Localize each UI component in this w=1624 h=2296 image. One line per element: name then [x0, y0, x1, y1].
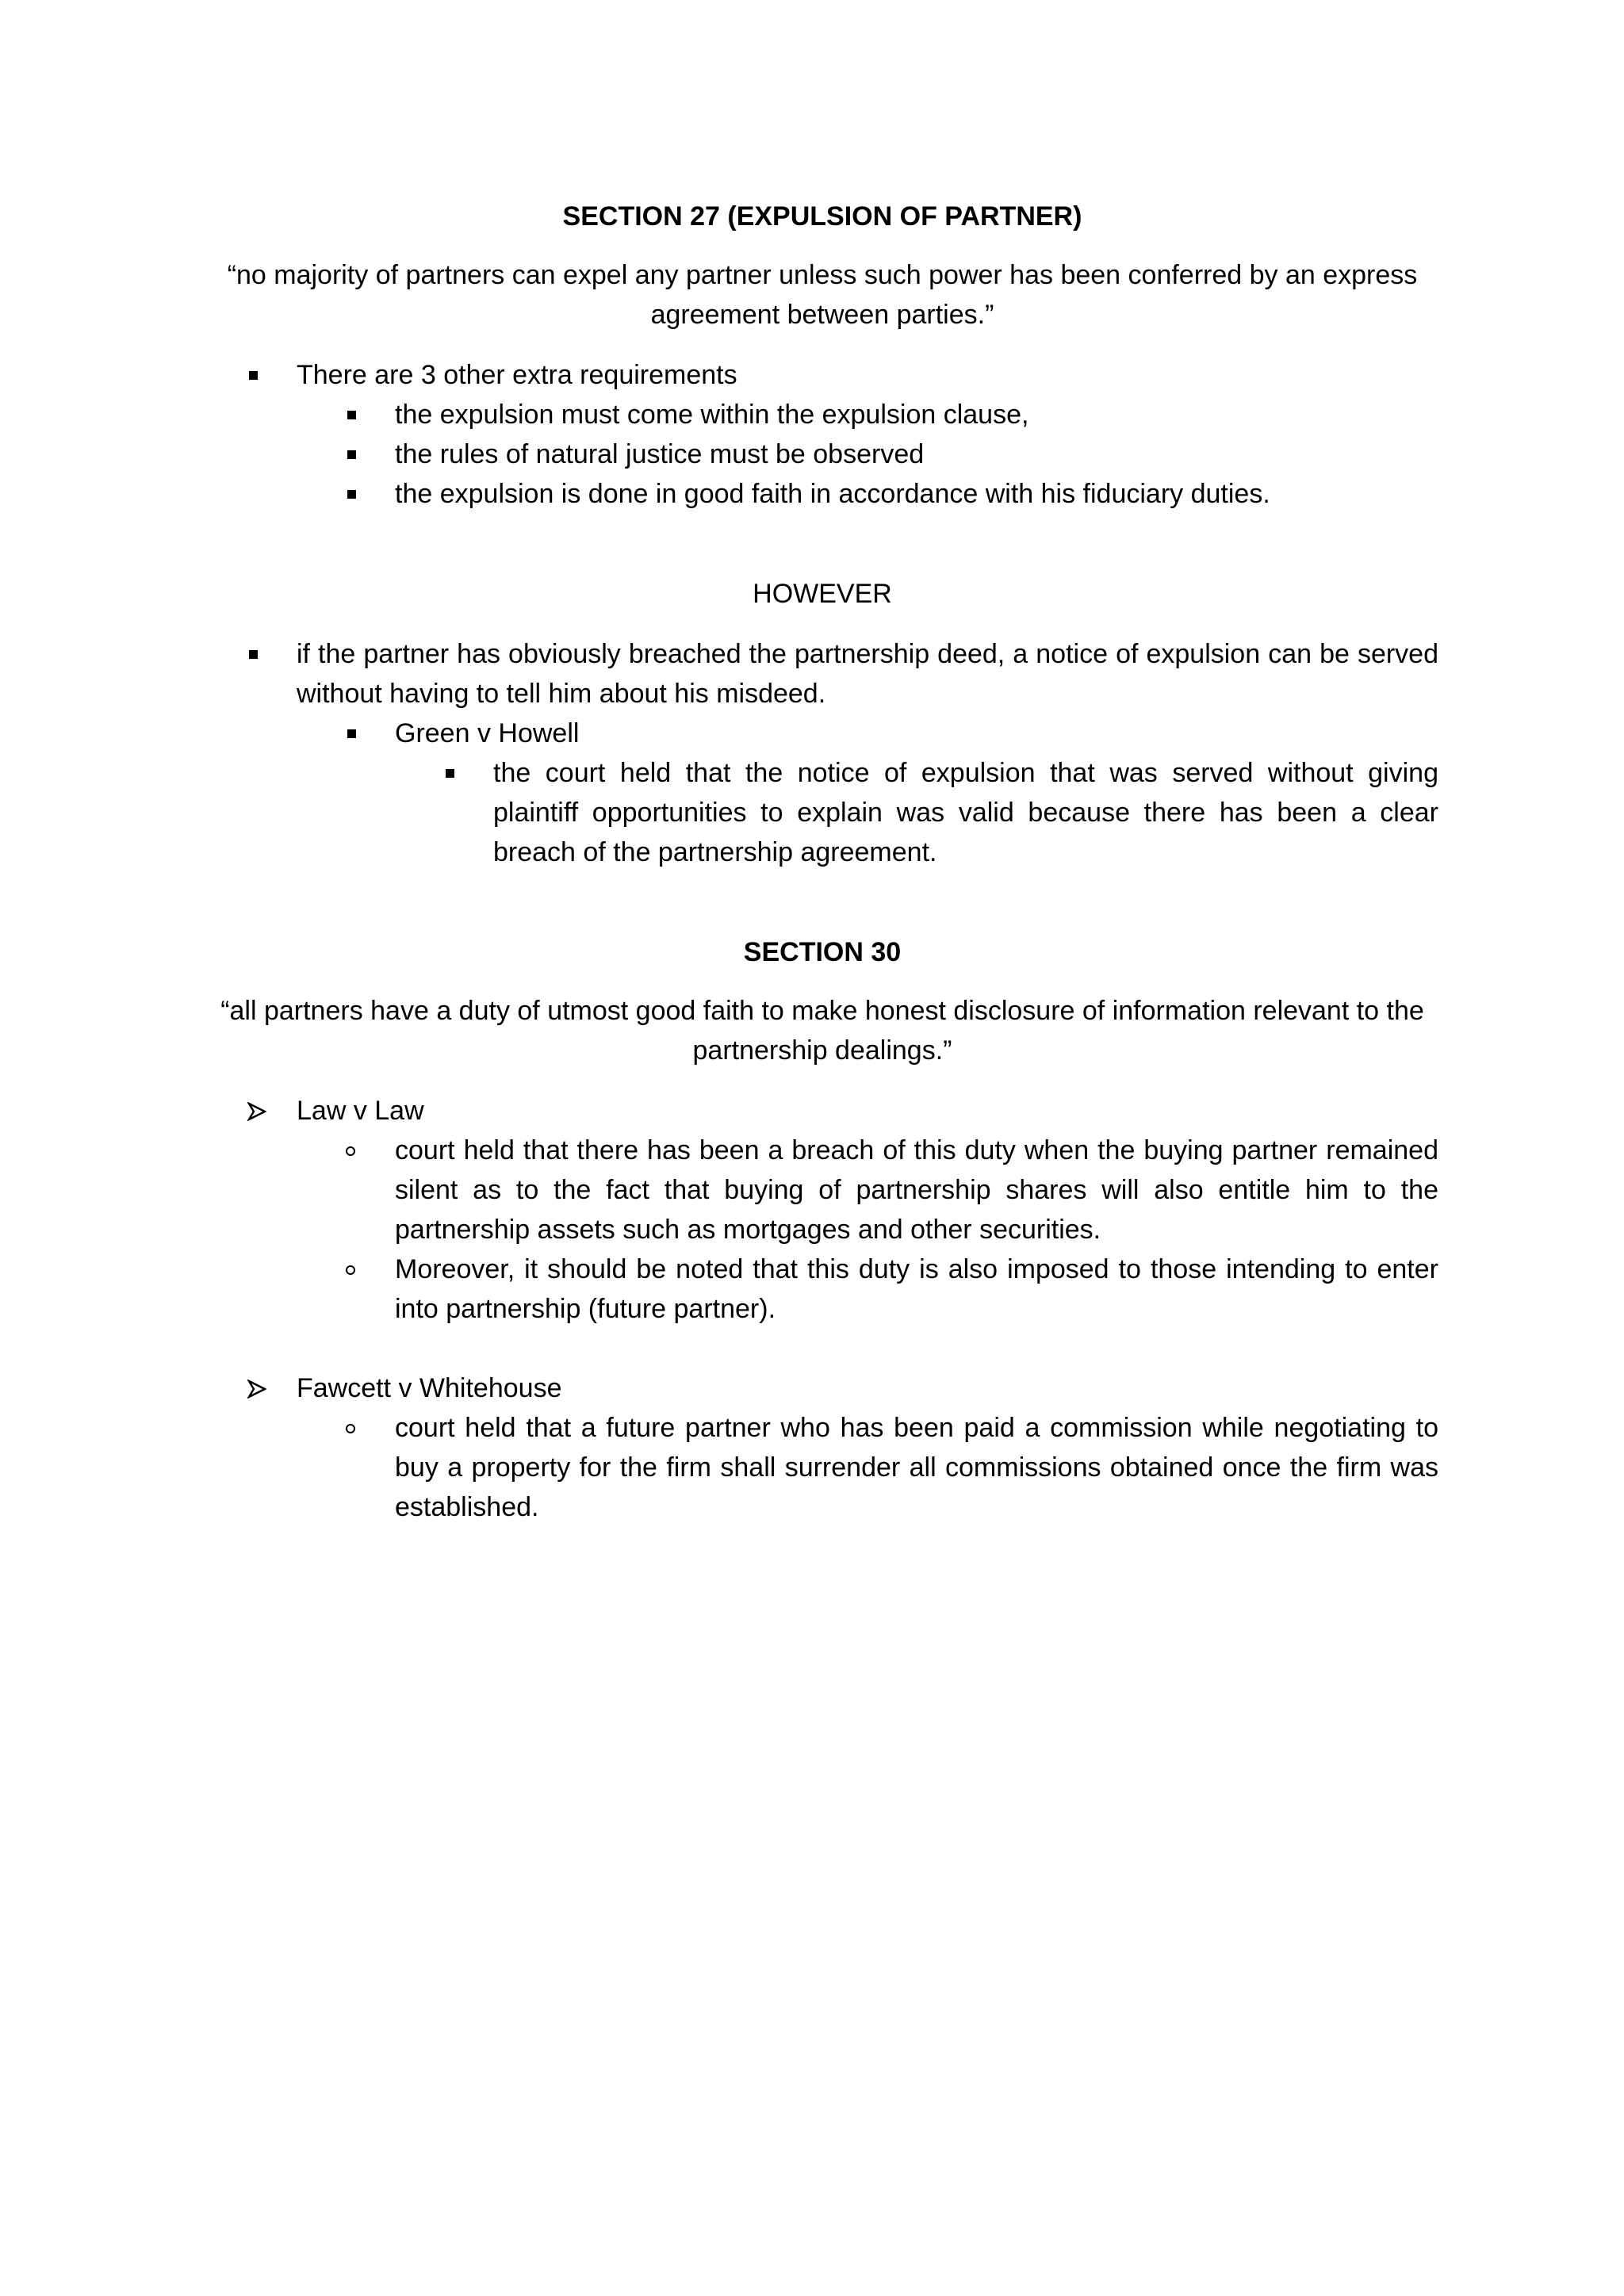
list-item-case-point	[206, 1408, 1438, 1527]
case-name-fawcett-v-whitehouse: Fawcett v Whitehouse	[297, 1373, 562, 1403]
document-content	[206, 197, 1438, 1527]
requirements-intro-text: There are 3 other extra requirements	[297, 360, 737, 390]
list-item-requirement	[206, 474, 1438, 514]
section-30-list-fawcett	[206, 1368, 1438, 1527]
list-item-requirement	[206, 395, 1438, 434]
however-point-text: if the partner has obviously breached the partnership deed, a notice of expulsion can be served without having to tell him about his misdeed.	[297, 639, 1438, 709]
requirement-text: the expulsion must come within the expulsion clause,	[395, 400, 1029, 430]
requirement-text: the rules of natural justice must be observed	[395, 439, 925, 469]
section-27-quote: “no majority of partners can expel any partner unless such power has been conferred by an express agreement between parties.”	[227, 260, 1418, 330]
list-item-case-point	[206, 1249, 1438, 1329]
section-30-quote: “all partners have a duty of utmost good faith to make honest disclosure of information relevant to the partnership dealings.”	[220, 996, 1424, 1066]
spacer	[206, 514, 1438, 574]
spacer	[206, 1070, 1438, 1091]
list-item-requirements-intro	[206, 355, 1438, 395]
case-point-text: Moreover, it should be noted that this duty is also imposed to those intending to enter into partnership (future partner).	[395, 1254, 1438, 1324]
case-name-law-v-law: Law v Law	[297, 1096, 424, 1126]
section-27-list	[206, 355, 1438, 514]
list-item-case-name	[206, 714, 1438, 753]
section-30-heading: SECTION 30	[743, 937, 902, 967]
case-point-text: court held that a future partner who has been paid a commission while negotiating to buy a property for the firm shall surrender all commissions obtained once the firm was established.	[395, 1413, 1438, 1522]
section-27-heading: SECTION 27 (EXPULSION OF PARTNER)	[562, 201, 1082, 232]
list-item-case-fawcett-v-whitehouse	[206, 1368, 1438, 1408]
list-item-case-law-v-law	[206, 1091, 1438, 1131]
section-30-list-law	[206, 1091, 1438, 1329]
spacer	[206, 872, 1438, 932]
spacer	[206, 1329, 1438, 1368]
list-item-case-holding	[206, 753, 1438, 872]
case-name-green-v-howell: Green v Howell	[395, 718, 580, 748]
requirement-text: the expulsion is done in good faith in accordance with his fiduciary duties.	[395, 479, 1270, 509]
list-item-case-point	[206, 1131, 1438, 1249]
list-item-however-point	[206, 634, 1438, 714]
spacer	[206, 335, 1438, 355]
case-point-text: court held that there has been a breach of this duty when the buying partner remained silent as to the fact that buying of partnership shares will also entitle him to the partnership assets such as mortgages and other securities.	[395, 1135, 1438, 1245]
spacer	[206, 614, 1438, 634]
however-heading: HOWEVER	[753, 579, 892, 609]
however-list	[206, 634, 1438, 872]
case-holding-text: the court held that the notice of expulsion that was served without giving plaintiff opportunities to explain was valid because there has been a clear breach of the partnership agreement.	[493, 758, 1438, 867]
list-item-requirement	[206, 434, 1438, 474]
